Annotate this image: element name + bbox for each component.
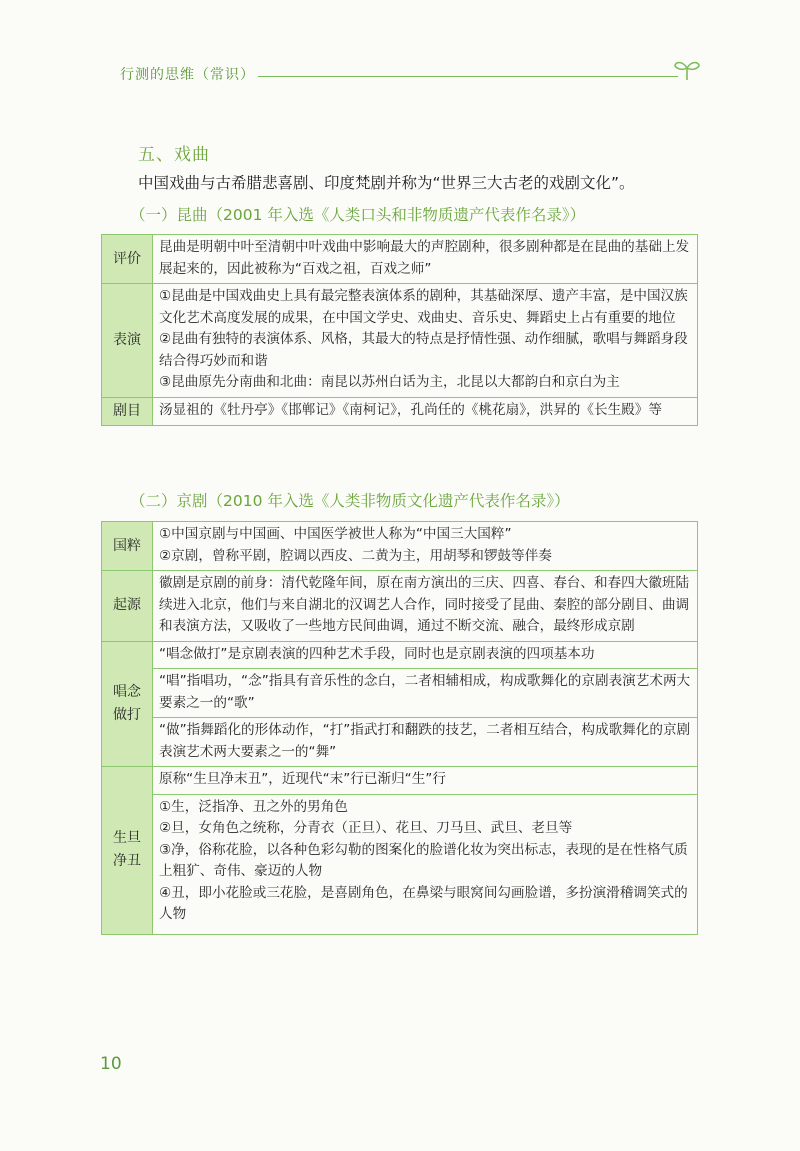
row-label: 评价	[102, 235, 153, 284]
row-label: 剧目	[102, 397, 153, 425]
header-rule	[258, 76, 678, 77]
table-row	[102, 235, 698, 284]
list-item: ④丑，即小花脸或三花脸，是喜剧角色，在鼻梁与眼窝间勾画脸谱，多扮演滑稽调笑式的人物	[159, 884, 688, 922]
jingju-table	[101, 521, 698, 935]
row-label: 起源	[102, 571, 153, 642]
table-row	[102, 669, 698, 718]
table-row	[102, 767, 698, 795]
row-content: “唱念做打”是京剧表演的四种艺术手段，同时也是京剧表演的四项基本功	[153, 641, 698, 669]
row-label: 国粹	[102, 522, 153, 571]
list-item: ②昆曲有独特的表演体系、风格，其最大的特点是抒情性强、动作细腻，歌唱与舞蹈身段结合得巧妙而和谐	[159, 331, 688, 369]
jingju-subtitle: （二）京剧（2010 年入选《人类非物质文化遗产代表作名录》）	[130, 492, 570, 510]
row-content: “唱”指唱功，“念”指具有音乐性的念白，二者相辅相成，构成歌舞化的京剧表演艺术两大要素之一的“歌”	[153, 669, 698, 718]
row-content: 汤显祖的《牡丹亭》《邯郸记》《南柯记》，孔尚任的《桃花扇》，洪昇的《长生殿》等	[153, 397, 698, 425]
row-content	[153, 284, 698, 398]
table-row	[102, 571, 698, 642]
running-header	[120, 60, 700, 90]
kunqu-subtitle: （一）昆曲（2001 年入选《人类口头和非物质遗产代表作名录》）	[130, 206, 586, 224]
row-content: 昆曲是明朝中叶至清朝中叶戏曲中影响最大的声腔剧种，很多剧种都是在昆曲的基础上发展起来的，因此被称为“百戏之祖，百戏之师”	[153, 235, 698, 284]
row-content	[153, 522, 698, 571]
table-row	[102, 794, 698, 934]
row-content	[153, 794, 698, 934]
section-title: 五、戏曲	[138, 145, 210, 165]
list-item: ①昆曲是中国戏曲史上具有最完整表演体系的剧种，其基础深厚、遗产丰富，是中国汉族文化艺术高度发展的成果，在中国文学史、戏曲史、音乐史、舞蹈史上占有重要的地位	[159, 288, 688, 326]
row-label: 表演	[102, 284, 153, 398]
table-row	[102, 397, 698, 425]
page-number: 10	[100, 1054, 122, 1074]
list-item: ①生，泛指净、丑之外的男角色	[159, 798, 348, 815]
header-title: 行测的思维（常识）	[120, 67, 255, 83]
row-content: 徽剧是京剧的前身：清代乾隆年间，原在南方演出的三庆、四喜、春台、和春四大徽班陆续进入北京，他们与来自湖北的汉调艺人合作，同时接受了昆曲、秦腔的部分剧目、曲调和表演方法，又吸收了一些地方民间曲调，通过不断交流、融合，最终形成京剧	[153, 571, 698, 642]
kunqu-table	[101, 234, 698, 426]
list-item: ①中国京剧与中国画、中国医学被世人称为“中国三大国粹”	[159, 526, 512, 542]
section-intro: 中国戏曲与古希腊悲喜剧、印度梵剧并称为“世界三大古老的戏剧文化”。	[138, 174, 635, 192]
table-row	[102, 718, 698, 767]
list-item: ②京剧，曾称平剧，腔调以西皮、二黄为主，用胡琴和锣鼓等伴奏	[159, 547, 552, 564]
row-content: 原称“生旦净末丑”，近现代“末”行已渐归“生”行	[153, 767, 698, 795]
list-item: ②旦，女角色之统称，分青衣（正旦）、花旦、刀马旦、武旦、老旦等	[159, 820, 573, 836]
table-row	[102, 284, 698, 398]
row-content: “做”指舞蹈化的形体动作，“打”指武打和翻跌的技艺，二者相互结合，构成歌舞化的京剧表演艺术两大要素之一的“舞”	[153, 718, 698, 767]
table-row	[102, 522, 698, 571]
row-label: 生旦净丑	[102, 767, 153, 935]
sprout-icon	[672, 58, 702, 82]
table-row	[102, 641, 698, 669]
list-item: ③昆曲原先分南曲和北曲：南昆以苏州白话为主，北昆以大都韵白和京白为主	[159, 374, 620, 390]
row-label: 唱念做打	[102, 641, 153, 767]
list-item: ③净，俗称花脸，以各种色彩勾勒的图案化的脸谱化妆为突出标志，表现的是在性格气质上粗犷、奇伟、豪迈的人物	[159, 841, 688, 879]
